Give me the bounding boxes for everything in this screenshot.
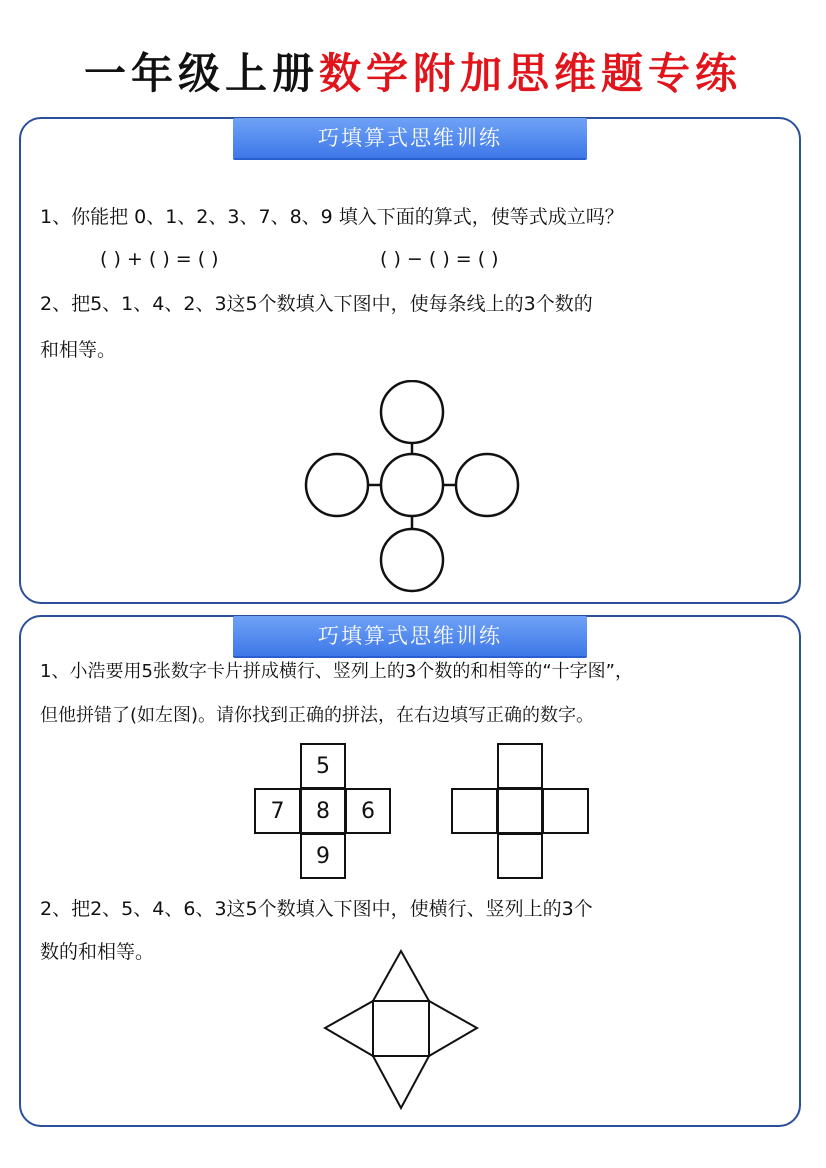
answer-cross-right[interactable] <box>542 788 589 834</box>
triangle-left[interactable] <box>325 1001 373 1056</box>
wrong-cross-bottom: 9 <box>300 833 346 879</box>
p2-question-1-line-1: 1、小浩要用5张数字卡片拼成横行、竖列上的3个数的和相等的“十字图”， <box>40 661 634 682</box>
answer-cross-bottom[interactable] <box>497 833 543 879</box>
center-square[interactable] <box>373 1001 429 1056</box>
p1-equation-2: ( ) − ( ) = ( ) <box>380 248 499 270</box>
triangle-bottom[interactable] <box>373 1056 429 1108</box>
answer-cross-top[interactable] <box>497 743 543 789</box>
title-black: 一年级上册 <box>83 49 319 98</box>
wrong-cross-right: 6 <box>345 788 391 834</box>
circle-cross-diagram <box>298 380 528 610</box>
answer-cross-center[interactable] <box>497 788 543 834</box>
circle-bottom[interactable] <box>381 529 443 591</box>
p1-question-1: 1、你能把 0、1、2、3、7、8、9 填入下面的算式，使等式成立吗？ <box>40 206 624 228</box>
page-title <box>0 44 826 104</box>
circle-right[interactable] <box>456 454 518 516</box>
answer-cross-left[interactable] <box>451 788 498 834</box>
wrong-cross-top: 5 <box>300 743 346 789</box>
p2-question-1-line-2: 但他拼错了(如左图)。请你找到正确的拼法，在右边填写正确的数字。 <box>40 705 595 726</box>
p1-question-2-line-1: 2、把5、1、4、2、3这5个数填入下图中，使每条线上的3个数的 <box>40 293 593 315</box>
panel-1-banner: 巧填算式思维训练 <box>233 118 587 158</box>
p2-question-2-line-2: 数的和相等。 <box>40 941 155 963</box>
circle-center[interactable] <box>381 454 443 516</box>
wrong-cross-center: 8 <box>300 788 346 834</box>
triangle-right[interactable] <box>429 1001 477 1056</box>
p1-equation-1: ( ) + ( ) = ( ) <box>100 248 219 270</box>
square-triangles-diagram <box>323 948 483 1118</box>
title-red: 数学附加思维题专练 <box>319 49 743 98</box>
p1-question-2-line-2: 和相等。 <box>40 339 117 361</box>
circle-left[interactable] <box>306 454 368 516</box>
circle-top[interactable] <box>381 381 443 443</box>
wrong-cross-left: 7 <box>254 788 301 834</box>
panel-2-banner: 巧填算式思维训练 <box>233 616 587 656</box>
triangle-top[interactable] <box>373 951 429 1001</box>
p2-question-2-line-1: 2、把2、5、4、6、3这5个数填入下图中，使横行、竖列上的3个 <box>40 898 593 920</box>
